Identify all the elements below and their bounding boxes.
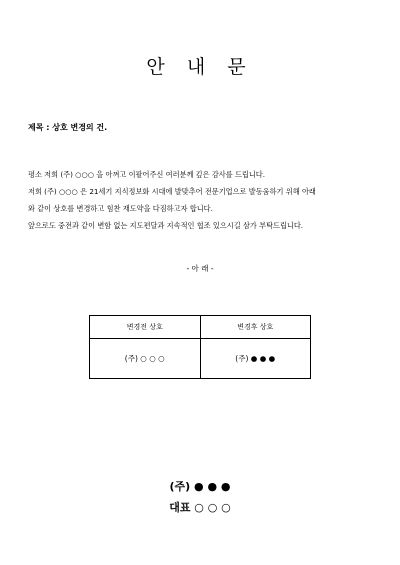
table-row <box>90 339 311 379</box>
document-title: 안 내 문 <box>146 56 254 78</box>
name-change-table <box>89 315 311 379</box>
header-before-name: 변경전 상호 <box>90 316 201 339</box>
body-text <box>28 166 378 234</box>
subject-line: 제목 : 상호 변경의 건. <box>28 123 108 132</box>
after-name-value: (주) ● ● ● <box>200 339 311 379</box>
header-after-name: 변경후 상호 <box>200 316 311 339</box>
paragraph-line: 와 같이 상호를 변경하고 힘찬 재도약을 다짐하고자 합니다. <box>28 204 213 213</box>
paragraph-line: 저희 (주) ○○○ 은 21세기 지식정보화 시대에 발맞추어 전문기업으로 발동움하기 위해 아래 <box>28 187 316 196</box>
paragraph-line: 앞으로도 중전과 같이 변함 없는 지도편달과 지속적인 협조 있으시길 삼가 부탁드립니다. <box>28 221 304 230</box>
before-name-value: (주) ○ ○ ○ <box>90 339 201 379</box>
table-header-row <box>90 316 311 339</box>
signature-representative: 대표 ○ ○ ○ <box>169 501 231 514</box>
notice-heading: - 아 래 - <box>186 264 214 273</box>
signature-company: (주) ● ● ● <box>169 480 231 493</box>
paragraph-line: 평소 저희 (주) ○○○ 을 아껴고 이팔어주신 여러분께 깊은 감사를 드립니다. <box>28 170 266 179</box>
